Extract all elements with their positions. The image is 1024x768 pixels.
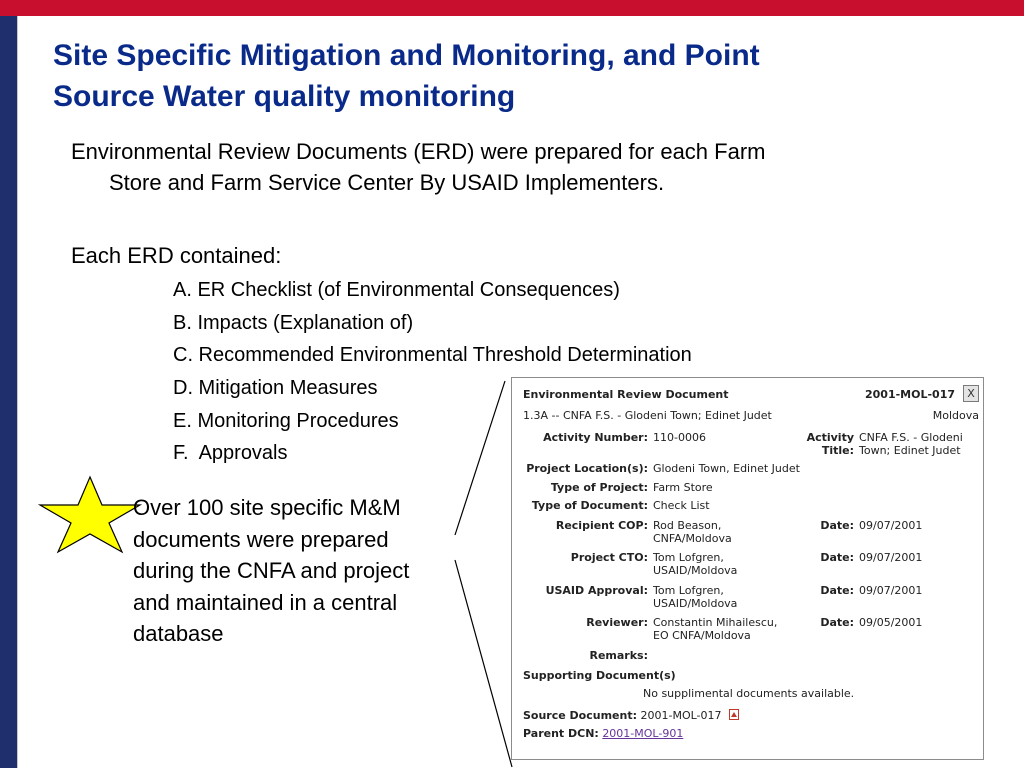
supporting-docs-label: Supporting Document(s) bbox=[523, 669, 676, 682]
list-item: F. Approvals bbox=[173, 442, 288, 465]
parent-dcn-link[interactable]: 2001-MOL-901 bbox=[602, 727, 684, 740]
slide-title bbox=[53, 35, 933, 117]
list-item: B. Impacts (Explanation of) bbox=[173, 311, 414, 334]
activity-title-label-2: Title: bbox=[821, 444, 854, 457]
contained-heading: Each ERD contained: bbox=[71, 243, 282, 268]
source-document-row bbox=[523, 709, 739, 722]
project-cto-label: Project CTO: bbox=[570, 551, 648, 564]
list-item: E. Monitoring Procedures bbox=[173, 409, 399, 432]
intro-line-2: Store and Farm Service Center By USAID Implementers. bbox=[109, 170, 665, 195]
activity-title-value-2: Town; Edinet Judet bbox=[859, 444, 961, 457]
date-value-cto: 09/07/2001 bbox=[859, 551, 923, 564]
title-line-1: Site Specific Mitigation and Monitoring, and Point bbox=[53, 39, 760, 72]
note-line: and maintained in a central bbox=[133, 589, 398, 615]
date-value-cop: 09/07/2001 bbox=[859, 519, 923, 532]
pdf-icon[interactable] bbox=[729, 709, 739, 720]
type-of-project-label: Type of Project: bbox=[550, 481, 648, 494]
type-of-document-value: Check List bbox=[653, 499, 710, 512]
project-location-label: Project Location(s): bbox=[526, 462, 648, 475]
activity-number-value: 110-0006 bbox=[653, 431, 706, 444]
usaid-approval-value-2: USAID/Moldova bbox=[653, 597, 738, 610]
note-line: database bbox=[133, 621, 224, 646]
list-item: A. ER Checklist (of Environmental Consequences) bbox=[173, 279, 620, 301]
parent-dcn-label: Parent DCN: bbox=[523, 727, 599, 740]
erd-country: Moldova bbox=[932, 409, 979, 422]
date-label: Date: bbox=[820, 584, 854, 597]
reviewer-value-1: Constantin Mihailescu, bbox=[653, 616, 778, 629]
type-of-document-label: Type of Document: bbox=[531, 499, 648, 512]
erd-screenshot-panel bbox=[511, 377, 984, 760]
supporting-docs-value: No supplimental documents available. bbox=[643, 687, 855, 700]
title-line-2: Source Water quality monitoring bbox=[53, 80, 516, 113]
project-cto-value-2: USAID/Moldova bbox=[653, 564, 738, 577]
intro-line-1: Environmental Review Documents (ERD) were prepared for each Farm bbox=[71, 139, 766, 164]
source-document-label: Source Document: bbox=[523, 709, 637, 722]
erd-close-button[interactable]: X bbox=[963, 385, 979, 402]
note-paragraph bbox=[133, 492, 463, 650]
reviewer-value-2: EO CNFA/Moldova bbox=[653, 629, 751, 642]
star-icon bbox=[38, 475, 142, 555]
project-cto-value-1: Tom Lofgren, bbox=[653, 551, 724, 564]
project-location-value: Glodeni Town, Edinet Judet bbox=[653, 462, 800, 475]
recipient-cop-label: Recipient COP: bbox=[555, 519, 648, 532]
remarks-label: Remarks: bbox=[589, 649, 648, 662]
top-accent-bar bbox=[0, 0, 1024, 16]
date-value-reviewer: 09/05/2001 bbox=[859, 616, 923, 629]
type-of-project-value: Farm Store bbox=[653, 481, 713, 494]
recipient-cop-value-2: CNFA/Moldova bbox=[653, 532, 732, 545]
usaid-approval-label: USAID Approval: bbox=[545, 584, 648, 597]
note-line: documents were prepared bbox=[133, 526, 389, 552]
erd-doc-id: 2001-MOL-017 bbox=[865, 388, 956, 401]
activity-title-label-1: Activity bbox=[806, 431, 854, 444]
intro-paragraph bbox=[71, 136, 911, 198]
note-line: during the CNFA and project bbox=[133, 558, 410, 583]
list-item: C. Recommended Environmental Threshold Determination bbox=[173, 344, 692, 367]
date-label: Date: bbox=[820, 551, 854, 564]
date-value-approval: 09/07/2001 bbox=[859, 584, 923, 597]
left-accent-bar bbox=[0, 16, 17, 768]
erd-header-title: Environmental Review Document bbox=[523, 388, 729, 401]
parent-dcn-row bbox=[523, 727, 683, 740]
activity-number-label: Activity Number: bbox=[543, 431, 648, 444]
date-label: Date: bbox=[820, 519, 854, 532]
recipient-cop-value-1: Rod Beason, bbox=[653, 519, 722, 532]
note-line: Over 100 site specific M&M bbox=[133, 495, 401, 520]
usaid-approval-value-1: Tom Lofgren, bbox=[653, 584, 724, 597]
reviewer-label: Reviewer: bbox=[586, 616, 648, 629]
connector-line-lower bbox=[455, 560, 512, 767]
activity-title-value-1: CNFA F.S. - Glodeni bbox=[859, 431, 963, 444]
left-bar-divider bbox=[17, 16, 18, 768]
list-item: D. Mitigation Measures bbox=[173, 377, 378, 400]
date-label: Date: bbox=[820, 616, 854, 629]
source-document-value: 2001-MOL-017 bbox=[640, 709, 722, 722]
erd-subtitle: 1.3A -- CNFA F.S. - Glodeni Town; Edinet Judet bbox=[523, 409, 772, 422]
